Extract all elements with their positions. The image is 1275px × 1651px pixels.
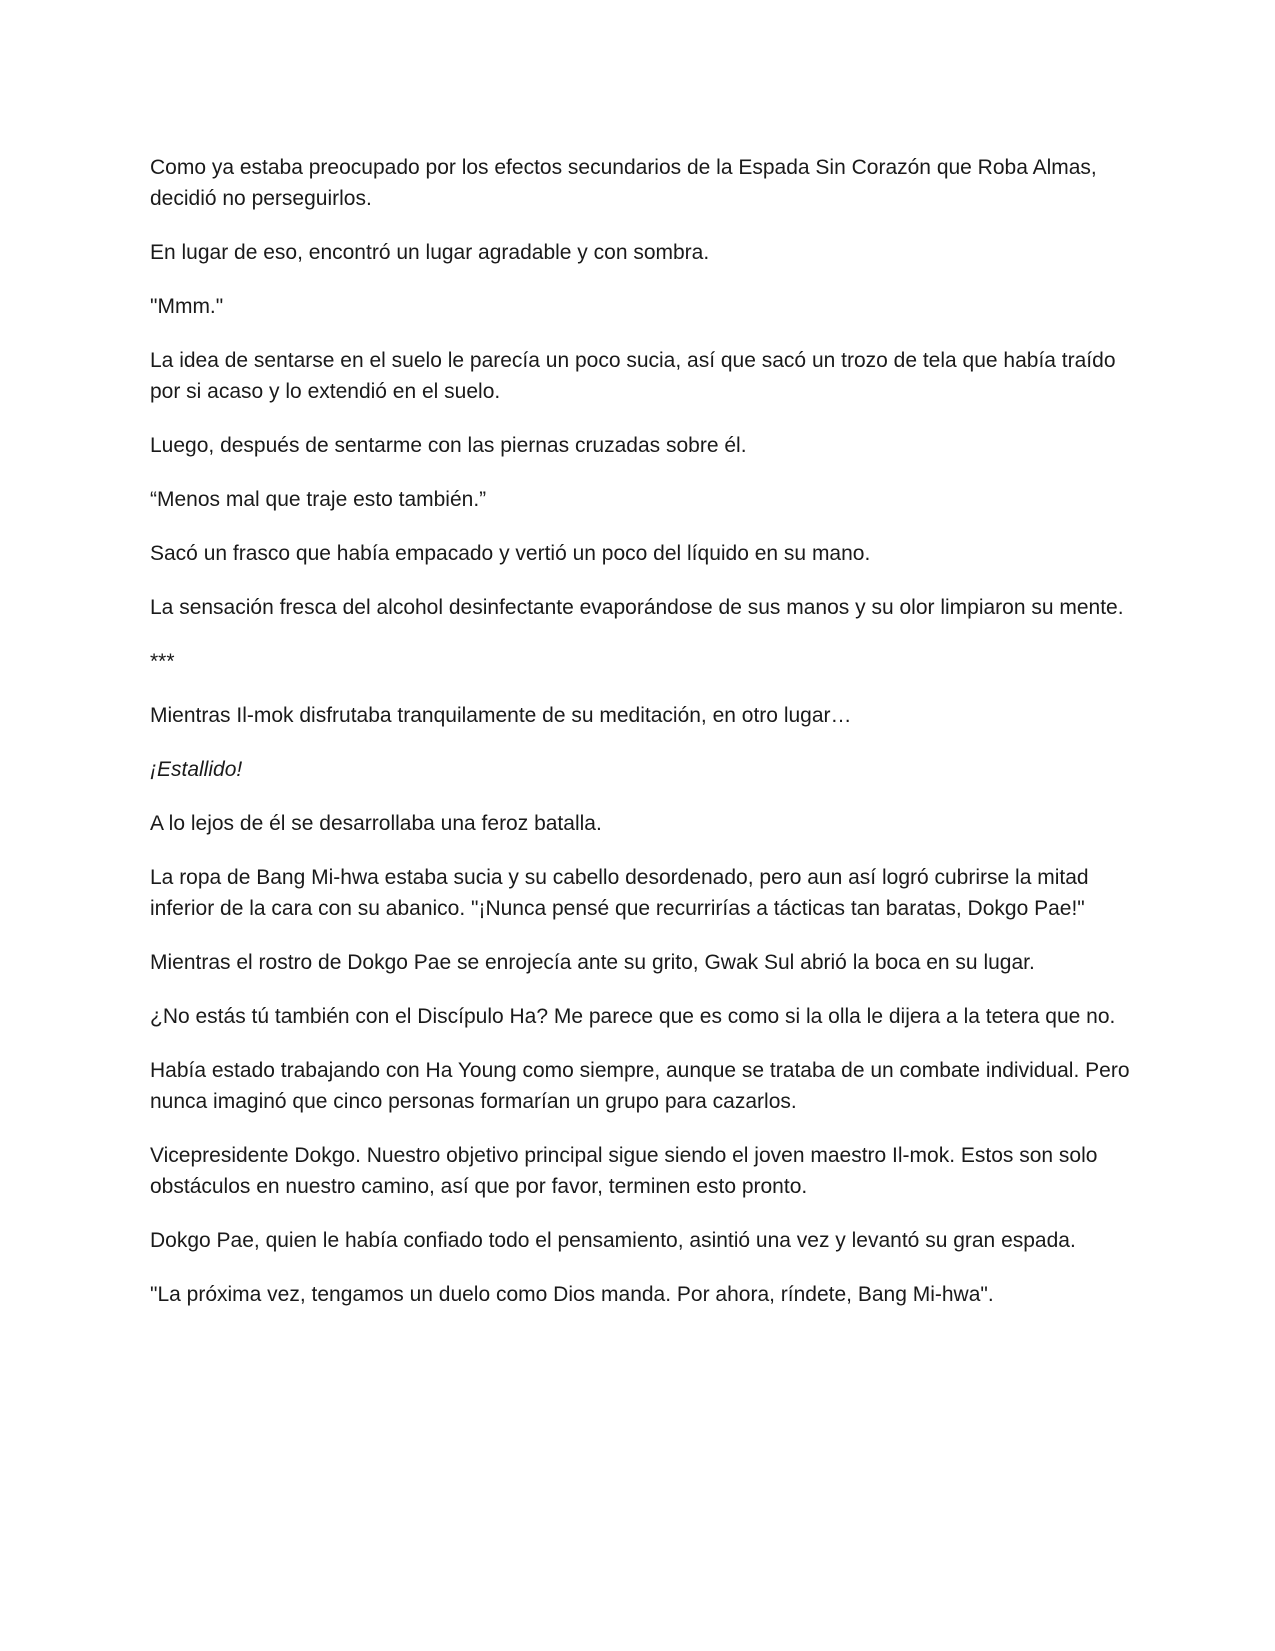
paragraph: Luego, después de sentarme con las piernas cruzadas sobre él. [150, 434, 747, 457]
paragraph: La idea de sentarse en el suelo le parecía un poco sucia, así que sacó un trozo de tela que había traído por si acaso y lo extendió en el suelo. [150, 349, 1116, 403]
document-body [150, 152, 1130, 1333]
paragraph: “Menos mal que traje esto también.” [150, 488, 487, 511]
paragraph: Sacó un frasco que había empacado y vertió un poco del líquido en su mano. [150, 542, 871, 565]
paragraph: La ropa de Bang Mi-hwa estaba sucia y su cabello desordenado, pero aun así logró cubrirse la mitad inferior de la cara con su abanico. "¡Nunca pensé que recurrirías a tácticas tan baratas, Dokgo Pae!" [150, 866, 1089, 920]
paragraph: Mientras Il-mok disfrutaba tranquilamente de su meditación, en otro lugar… [150, 704, 852, 727]
paragraph: "La próxima vez, tengamos un duelo como Dios manda. Por ahora, ríndete, Bang Mi-hwa". [150, 1283, 994, 1306]
paragraph: En lugar de eso, encontró un lugar agradable y con sombra. [150, 241, 710, 264]
sound-effect: ¡Estallido! [150, 758, 243, 781]
paragraph: ¿No estás tú también con el Discípulo Ha? Me parece que es como si la olla le dijera a la tetera que no. [150, 1005, 1116, 1028]
paragraph: Vicepresidente Dokgo. Nuestro objetivo principal sigue siendo el joven maestro Il-mok. Estos son solo obstáculos en nuestro camino, así que por favor, terminen esto pronto. [150, 1144, 1098, 1198]
paragraph: Había estado trabajando con Ha Young como siempre, aunque se trataba de un combate individual. Pero nunca imaginó que cinco personas formarían un grupo para cazarlos. [150, 1059, 1130, 1113]
paragraph: Dokgo Pae, quien le había confiado todo el pensamiento, asintió una vez y levantó su gran espada. [150, 1229, 1076, 1252]
paragraph: "Mmm." [150, 295, 224, 318]
paragraph: Mientras el rostro de Dokgo Pae se enrojecía ante su grito, Gwak Sul abrió la boca en su lugar. [150, 951, 1035, 974]
paragraph: A lo lejos de él se desarrollaba una feroz batalla. [150, 812, 602, 835]
paragraph: Como ya estaba preocupado por los efectos secundarios de la Espada Sin Corazón que Roba Almas, decidió no perseguirlos. [150, 156, 1097, 210]
paragraph: La sensación fresca del alcohol desinfectante evaporándose de sus manos y su olor limpiaron su mente. [150, 596, 1124, 619]
scene-break: *** [150, 650, 175, 673]
